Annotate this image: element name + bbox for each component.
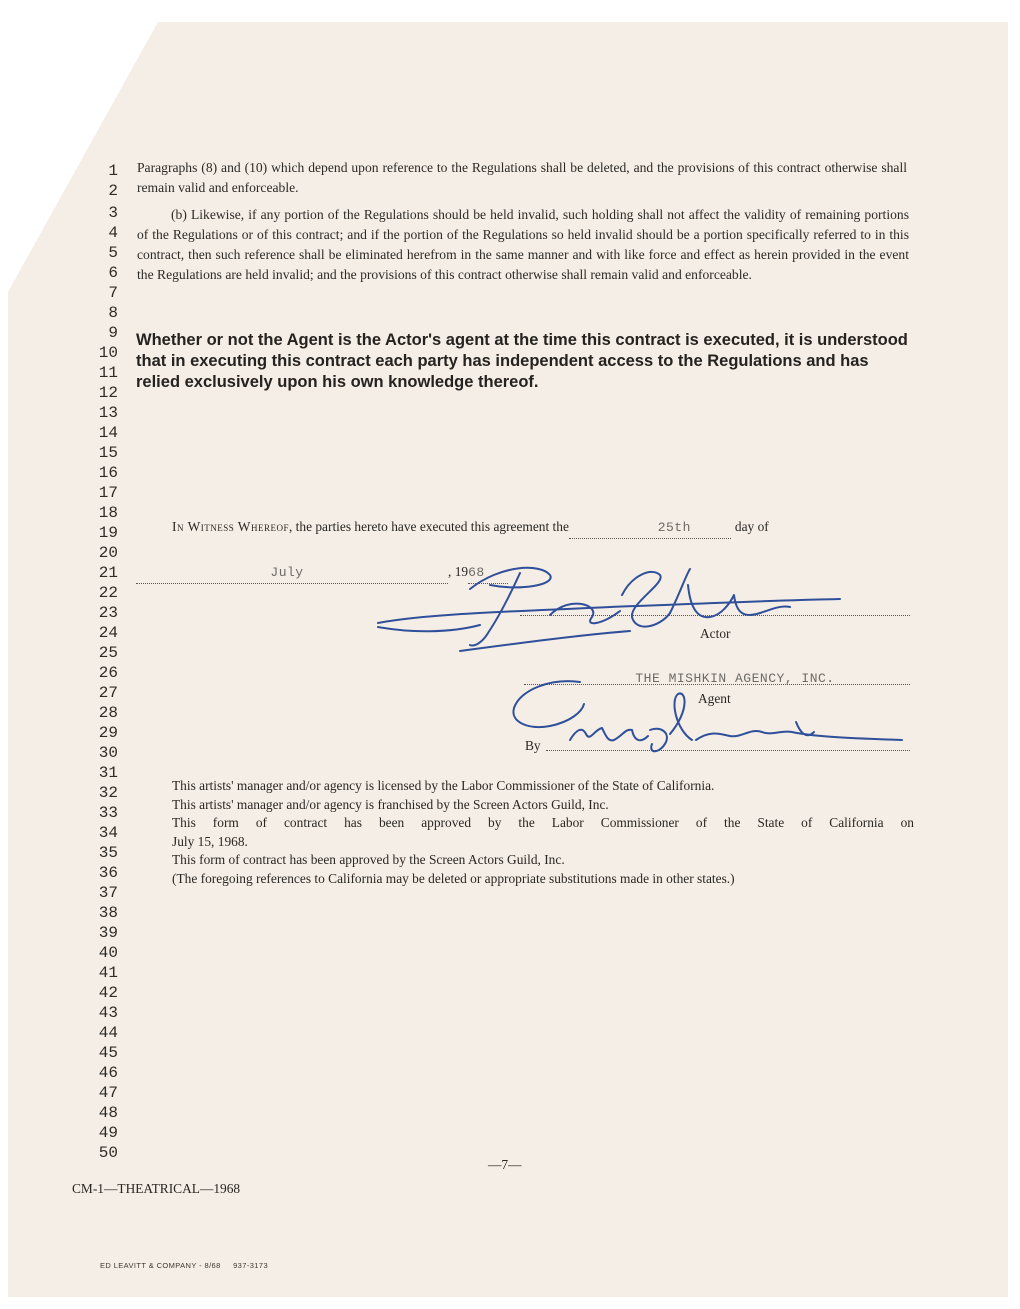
line-number: 20	[98, 544, 118, 562]
line-number: 38	[98, 904, 118, 922]
notice-labor-approval-date: July 15, 1968.	[172, 833, 248, 849]
notice-licensed: This artists' manager and/or agency is licensed by the Labor Commissioner of the State of California.	[172, 778, 715, 793]
line-number: 14	[98, 424, 118, 442]
agency-name: THE MISHKIN AGENCY, INC.	[635, 671, 835, 686]
line-number: 3	[108, 204, 118, 222]
line-number: 34	[98, 824, 118, 842]
line-number: 23	[98, 604, 118, 622]
day-value: 25th	[657, 520, 691, 535]
year-value: 68	[468, 565, 485, 580]
line-number: 19	[98, 524, 118, 542]
line-number: 2	[108, 182, 118, 200]
line-number: 4	[108, 224, 118, 242]
line-number: 44	[98, 1024, 118, 1042]
line-number: 25	[98, 644, 118, 662]
line-number: 49	[98, 1124, 118, 1142]
line-number: 40	[98, 944, 118, 962]
line-number: 35	[98, 844, 118, 862]
form-identifier: CM-1—THEATRICAL—1968	[72, 1181, 241, 1196]
line-number: 15	[98, 444, 118, 462]
line-number: 45	[98, 1044, 118, 1062]
line-number: 42	[98, 984, 118, 1002]
line-number: 41	[98, 964, 118, 982]
line-number: 21	[98, 564, 118, 582]
line-number: 37	[98, 884, 118, 902]
line-number: 18	[98, 504, 118, 522]
line-number: 16	[98, 464, 118, 482]
line-number: 9	[108, 324, 118, 342]
day-of-label: day of	[734, 519, 769, 534]
line-number: 39	[98, 924, 118, 942]
line-number: 50	[98, 1144, 118, 1162]
notice-sag-approval: This form of contract has been approved by the Screen Actors Guild, Inc.	[172, 852, 565, 867]
page-number: —7—	[488, 1157, 522, 1172]
paragraph-b: (b) Likewise, if any portion of the Regulations should be held invalid, such holding shall not affect the validity of remaining portions of the Regulations or of this contract; and if the portion of the Regulations so held invalid should be a portion specifically referred to in this contract, then such reference shall be eliminated herefrom in the same manner and with like force and effect as herein provided in the event the Regulations are held invalid; and the provisions of this contract otherwise shall remain valid and enforceable.	[137, 207, 909, 282]
line-number: 26	[98, 664, 118, 682]
line-number: 46	[98, 1064, 118, 1082]
witness-prefix: In Witness Whereof	[172, 519, 289, 534]
line-number: 31	[98, 764, 118, 782]
actor-signature	[370, 555, 850, 665]
line-number: 28	[98, 704, 118, 722]
witness-text: , the parties hereto have executed this agreement the	[288, 519, 569, 534]
notice-substitutions: (The foregoing references to California may be deleted or appropriate substitutions made in other states.)	[172, 870, 735, 886]
line-number: 5	[108, 244, 118, 262]
notice-franchised: This artists' manager and/or agency is franchised by the Screen Actors Guild, Inc.	[172, 796, 609, 812]
line-number: 7	[108, 284, 118, 302]
line-number: 47	[98, 1084, 118, 1102]
actor-label: Actor	[700, 626, 731, 641]
line-number: 8	[108, 304, 118, 322]
line-number: 27	[98, 684, 118, 702]
line-number: 1	[108, 162, 118, 180]
printer-mark: ED LEAVITT & COMPANY - 8/68 937-3173	[100, 1261, 269, 1270]
line-number: 22	[98, 584, 118, 602]
paragraph-a-ending: Paragraphs (8) and (10) which depend upon reference to the Regulations shall be deleted, and the provisions of this contract otherwise shall remain valid and enforceable.	[137, 160, 907, 195]
line-number: 10	[98, 344, 118, 362]
agent-signature	[510, 670, 910, 760]
agent-label: Agent	[698, 691, 731, 706]
by-label: By	[525, 738, 541, 753]
day-field	[569, 518, 731, 539]
month-value: July	[270, 565, 304, 580]
line-number: 12	[98, 384, 118, 402]
line-number: 6	[108, 264, 118, 282]
witness-line	[172, 518, 912, 539]
line-number: 36	[98, 864, 118, 882]
line-number: 30	[98, 744, 118, 762]
notice-labor-approval: This form of contract has been approved by the Labor Commissioner of the State of California on	[172, 815, 914, 830]
line-number: 29	[98, 724, 118, 742]
line-number: 33	[98, 804, 118, 822]
line-number: 32	[98, 784, 118, 802]
year-prefix: , 19	[448, 564, 469, 579]
line-number-column	[0, 0, 120, 1309]
line-number: 17	[98, 484, 118, 502]
line-number: 13	[98, 404, 118, 422]
line-number: 24	[98, 624, 118, 642]
line-number: 11	[98, 364, 118, 382]
independent-access-clause: Whether or not the Agent is the Actor's agent at the time this contract is executed, it is understood that in executing this contract each party has independent access to the Regulations and has relied exclusively upon his own knowledge thereof.	[136, 331, 908, 391]
line-number: 43	[98, 1004, 118, 1022]
notices-block	[172, 777, 914, 888]
line-number: 48	[98, 1104, 118, 1122]
